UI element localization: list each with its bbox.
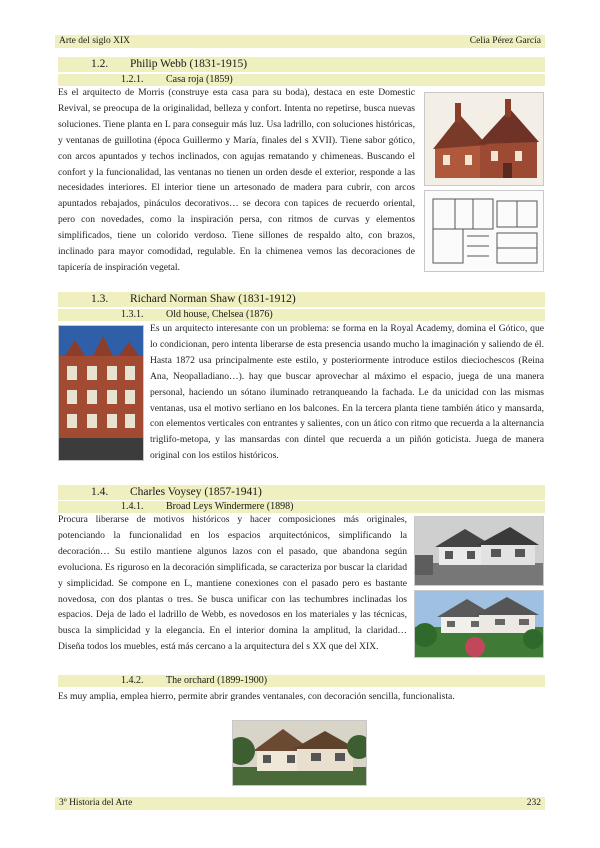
heading-title: Richard Norman Shaw (1831-1912)	[130, 293, 296, 305]
broad-leys-bw-photo	[414, 516, 544, 586]
subheading-the-orchard	[58, 675, 545, 687]
heading-title: Philip Webb (1831-1915)	[130, 58, 248, 70]
subheading-number: 1.4.2.	[121, 675, 144, 686]
page-number: 232	[526, 798, 541, 808]
heading-charles-voysey	[58, 485, 545, 500]
footer-course: 3º Historia del Arte	[59, 798, 133, 808]
voysey-paragraph: Procura liberarse de motivos históricos y hacer composiciones más originales, potenciando la funcionalidad en los espacios arquitectónicos, simplificando la decoración… Su estilo mantiene algunos lazos con el pasado, que abandona según evoluciona. Es riguroso en la decoración simplificada, se caracteriza por buscar la claridad y simplicidad. Se compone en L, mantiene conexiones con el pasado pero es bastante novedosa, con dos plantas o tres. Se busca unificar con las techumbres inclinadas los espacios. Deja de lado el ladrillo de Webb, es novedosos en los materiales y las técnicas, busca la simplicidad y la elegancia. En el interior domina la amplitud, la claridad… Diseña todos los muebles, está más cercano a la arquitectura del s XX que del XIX.	[58, 514, 407, 653]
subheading-title: Broad Leys Windermere (1898)	[166, 501, 294, 512]
subheading-number: 1.2.1.	[121, 74, 144, 85]
header-author: Celia Pérez García	[469, 36, 541, 46]
subheading-title: The orchard (1899-1900)	[166, 675, 268, 686]
subheading-old-house	[58, 309, 545, 321]
heading-number: 1.3.	[91, 293, 109, 305]
heading-number: 1.2.	[91, 58, 109, 70]
subheading-number: 1.3.1.	[121, 309, 144, 320]
the-orchard-photo	[232, 720, 367, 786]
webb-paragraph: Es el arquitecto de Morris (construye esta casa para su boda), destaca en este Domestic Revival, se preocupa de la originalidad, belleza y confort. Intenta no repetirse, busca nuevas soluciones. Tiene planta en L para conseguir más luz. Usa ladrillo, con soluciones históricas, y ventanas de guillotina (época Guillermo y María, finales del s XVII). Tiene sabor gótico, con arcos apuntados y techos inclinados, con agujas rematando y chimeneas. Buscando el confort y la funcionalidad, las ventanas no tienen un orden desde el exterior, responde a las necesidades interiores. El interior tiene un artesonado de madera para cubrir, con arcos apuntados rebajados, pináculos decorativos… se decora con tapices de recuerdo oriental, pero con novedades, como la inspiración persa, con ritmos de curvas y elementos simplificados, tiene un colorido verdoso. Tiene sillones de respaldo alto, con brazos, inclinado para mayor comodidad, regulable. En la chimenea vemos las decoraciones de tapicería de inspiración vegetal.	[58, 87, 415, 273]
heading-number: 1.4.	[91, 486, 109, 498]
heading-philip-webb	[58, 57, 545, 72]
heading-norman-shaw	[58, 292, 545, 307]
broad-leys-color-photo	[414, 590, 544, 658]
old-house-chelsea-photo	[58, 325, 144, 461]
red-house-floor-plan	[424, 190, 544, 272]
heading-title: Charles Voysey (1857-1941)	[130, 486, 262, 498]
orchard-paragraph: Es muy amplia, emplea hierro, permite abrir grandes ventanales, con decoración sencilla, funcionalista.	[58, 691, 455, 702]
subheading-title: Old house, Chelsea (1876)	[166, 309, 273, 320]
shaw-paragraph: Es un arquitecto interesante con un problema: se forma en la Royal Academy, domina el Gótico, que lo condicionan, pero intenta liberarse de esta presencia usando mucho la imaginación y saliendo de él. Hasta 1872 usa principalmente este estilo, y posteriormente introduce estilos dieciochescos (Reina Ana, Neopalladiano…). hay que buscar aprovechar al máximo el espacio, juega de una manera personal, haciendo un sótano iluminado retranqueando la fachada. Le da unicidad con las mismas ventanas, usa el motivo serliano en los balcones. En la tercera planta tiene también ático y mansarda, con elementos verticales con entrantes y salientes, con un ático con ritmo que recuerda a la alternancia triglifo-metopa, y las mansardas con dintel que recuerda a un piñón goticista. Juega de manera original con los estilos históricos.	[150, 323, 544, 462]
subheading-number: 1.4.1.	[121, 501, 144, 512]
red-house-illustration	[424, 92, 544, 186]
subheading-title: Casa roja (1859)	[166, 74, 233, 85]
header-course-title: Arte del siglo XIX	[59, 36, 130, 46]
page-footer	[55, 797, 545, 810]
page-header	[55, 35, 545, 48]
